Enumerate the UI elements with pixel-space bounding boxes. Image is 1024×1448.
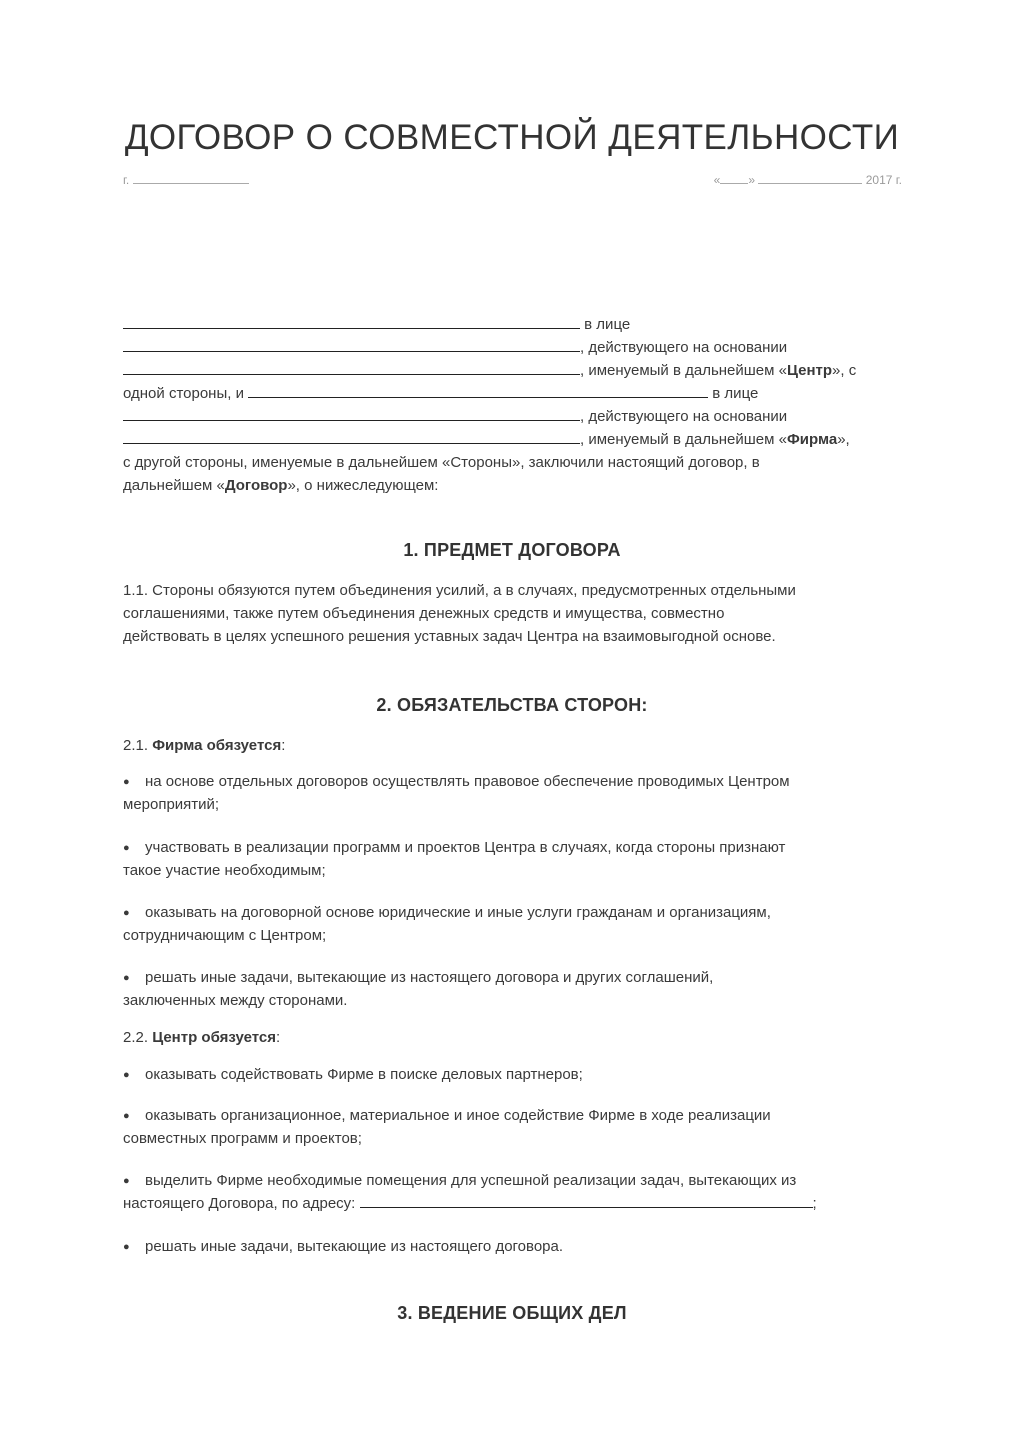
center-duty-2-line-1 [123,1104,913,1128]
party2-basis-blank [123,430,580,444]
firm-duty-1-text: на основе отдельных договоров осуществлять правовое обеспечение проводимых Центром [145,773,790,790]
firm-duty-3-line-2: сотрудничающим с Центром; [123,927,327,944]
firm-duty-4-line-2: заключенных между сторонами. [123,992,348,1009]
firm-duty-2-text: участвовать в реализации программ и проектов Центра в случаях, когда стороны признают [145,839,786,856]
city-field [123,173,249,187]
bullet-icon: ● [123,1110,130,1122]
clause-2-1-number: 2.1. [123,737,149,754]
bullet-icon: ● [123,972,130,984]
firm-duty-2-line-1 [123,836,913,860]
center-duty-1-line [123,1063,913,1087]
firm-duty-1-line-1 [123,770,913,794]
firm-duty-3-line-1 [123,901,913,925]
section-2-heading: 2. ОБЯЗАТЕЛЬСТВА СТОРОН: [376,695,648,715]
clause-1-1-line-3: действовать в целях успешного решения уставных задач Центра на взаимовыгодной основе. [123,628,776,645]
center-duty-2-text: оказывать организационное, материальное и иное содействие Фирме в ходе реализации [145,1107,771,1124]
month-blank [758,174,862,184]
center-duty-3-text: выделить Фирме необходимые помещения для успешной реализации задач, вытекающих из [145,1172,797,1189]
party2-rep-blank [123,407,580,421]
city-blank [133,174,249,184]
party1-basis-blank [123,361,580,375]
year-label: 2017 г. [865,173,902,187]
party2-basis-line [123,405,913,428]
summary-prefix: дальнейшем « [123,477,225,494]
clause-2-1-title: Фирма обязуется [152,737,282,754]
center-duty-4-text: решать иные задачи, вытекающие из настоящего договора. [145,1238,564,1255]
clause-2-2-number: 2.2. [123,1029,149,1046]
date-open-quote: « [713,173,721,187]
party1-name-blank [123,315,580,329]
firm-duty-2-line-2: такое участие необходимым; [123,862,326,879]
firm-duty-4-line-1 [123,966,913,990]
firm-duty-3-text: оказывать на договорной основе юридические и иные услуги гражданам и организациям, [145,904,771,921]
city-prefix: г. [123,173,130,187]
parties-summary-line: с другой стороны, именуемые в дальнейшем «Стороны», заключили настоящий договор, в [123,454,760,471]
bullet-icon: ● [123,842,130,854]
center-duty-1-text: оказывать содействовать Фирме в поиске деловых партнеров; [145,1066,583,1083]
firm-duty-4-text: решать иные задачи, вытекающие из настоящего договора и других соглашений, [145,969,714,986]
party1-rep-blank [123,338,580,352]
clause-2-2-colon: : [276,1029,281,1046]
address-blank [360,1194,813,1208]
party1-alias-line [123,359,913,382]
party2-basis-text: , действующего на основании [580,408,788,425]
bullet-icon: ● [123,907,130,919]
address-label: настоящего Договора, по адресу: [123,1195,356,1212]
center-duty-2-line-2: совместных программ и проектов; [123,1130,362,1147]
clause-1-1-line-2: соглашениями, также путем объединения денежных средств и имущества, совместно [123,605,725,622]
party2-alias-line [123,428,913,451]
party1-in-person: в лице [584,316,631,333]
party2-intro: одной стороны, и [123,385,244,402]
parties-summary-line-2 [123,474,913,497]
party2-name-blank [248,384,708,398]
bullet-icon: ● [123,1175,130,1187]
day-blank [720,174,748,184]
document-title: ДОГОВОР О СОВМЕСТНОЙ ДЕЯТЕЛЬНОСТИ [124,118,900,157]
section-3-heading: 3. ВЕДЕНИЕ ОБЩИХ ДЕЛ [397,1303,627,1323]
party2-in-person: в лице [712,385,759,402]
party2-alias-text: , именуемый в дальнейшем « [580,431,787,448]
date-close-quote: » [748,173,756,187]
clause-2-1-colon: : [281,737,286,754]
clause-2-1-label [123,734,913,757]
section-1-heading: 1. ПРЕДМЕТ ДОГОВОРА [403,540,621,560]
party1-basis-text: , действующего на основании [580,339,788,356]
clause-2-2-label [123,1026,913,1049]
bullet-icon: ● [123,1069,130,1081]
alias-contract: Договор [224,477,288,494]
alias-firm: Фирма [786,431,838,448]
clause-2-2-title: Центр обязуется [152,1029,277,1046]
center-duty-4-line [123,1235,913,1259]
party2-name-line [123,382,913,405]
address-semicolon: ; [812,1195,817,1212]
summary-tail: », о нижеследующем: [287,477,439,494]
party1-alias-text: , именуемый в дальнейшем « [580,362,787,379]
bullet-icon: ● [123,1241,130,1253]
party1-alias-tail: », с [832,362,857,379]
bullet-icon: ● [123,776,130,788]
center-duty-3-line-2 [123,1192,913,1215]
alias-center: Центр [786,362,833,379]
clause-1-1-line-1: 1.1. Стороны обязуются путем объединения усилий, а в случаях, предусмотренных отдельными [123,582,796,599]
date-field [714,173,902,187]
firm-duty-1-line-2: мероприятий; [123,796,220,813]
party2-alias-tail: », [837,431,850,448]
center-duty-3-line-1 [123,1169,913,1193]
party1-name-line [123,313,913,336]
party1-basis-line [123,336,913,359]
